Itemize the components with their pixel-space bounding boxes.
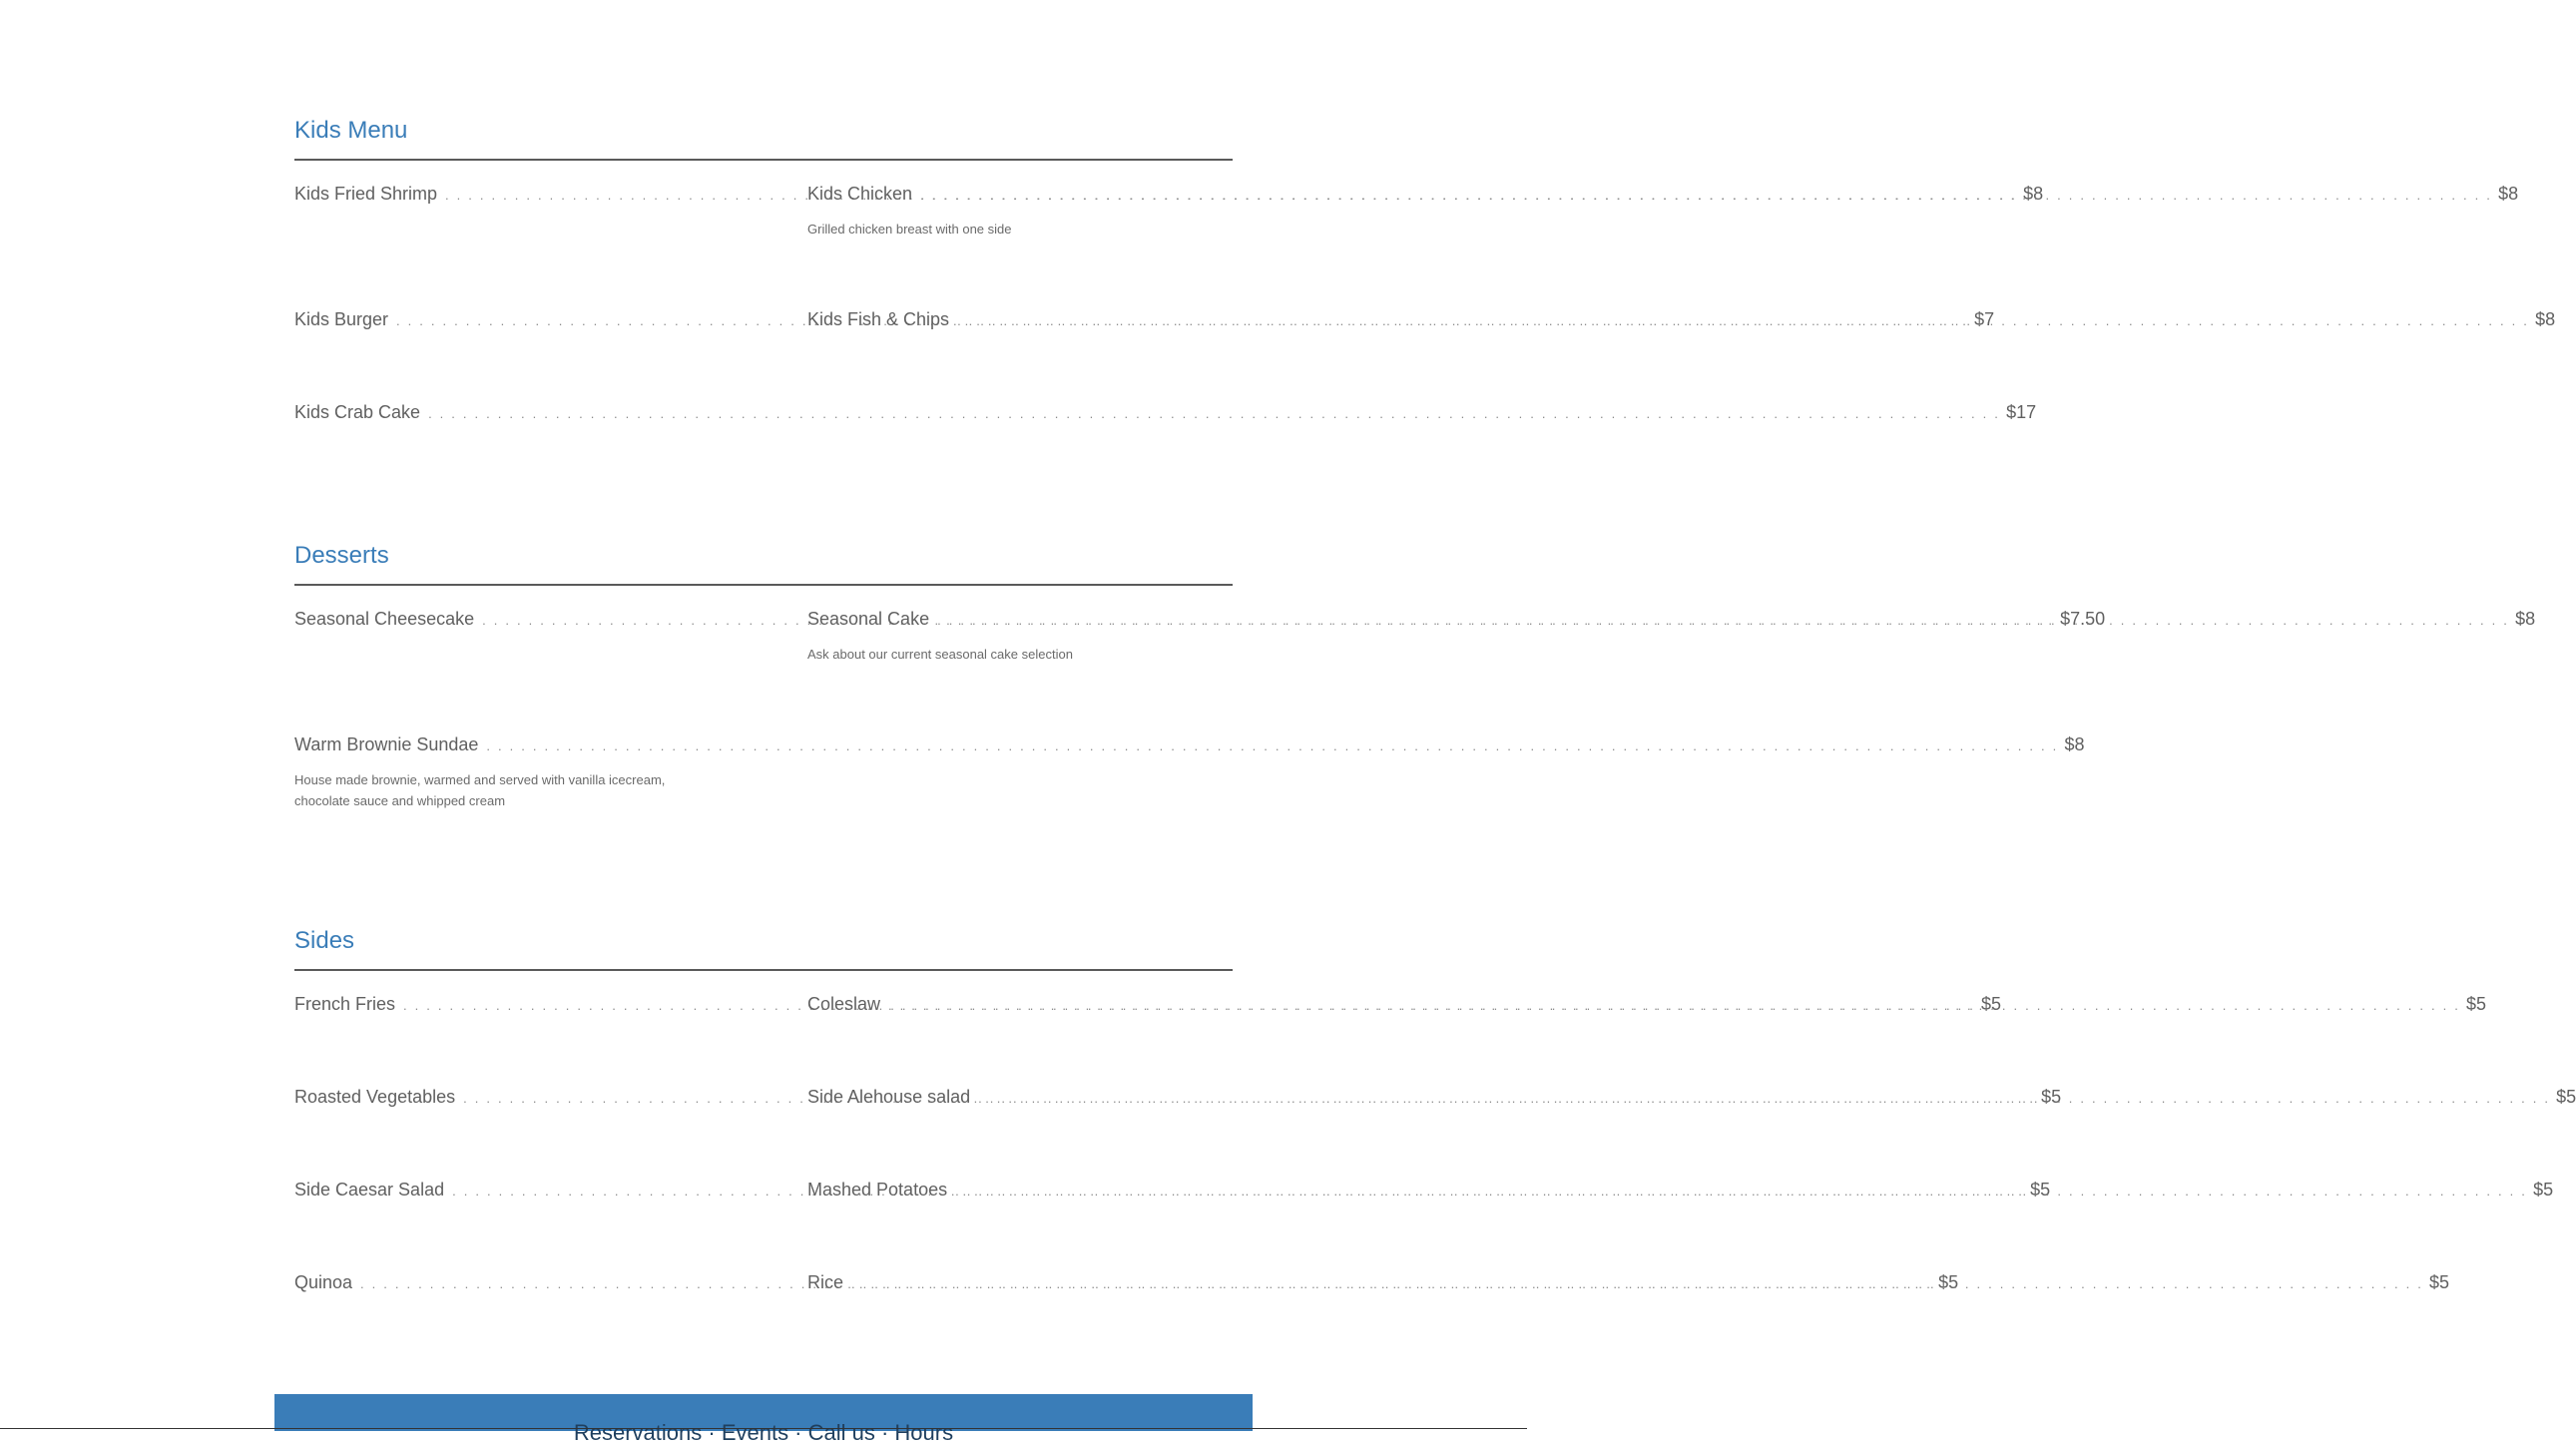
section-divider	[294, 969, 1233, 971]
item-name: Side Caesar Salad	[294, 1180, 445, 1200]
dot-leader	[978, 1087, 2550, 1111]
item-name: French Fries	[294, 994, 396, 1014]
item-name: Quinoa	[294, 1272, 353, 1292]
item-name: Mashed Potatoes	[807, 1180, 948, 1200]
page-bottom-border	[0, 1428, 1527, 1429]
section-divider	[294, 159, 1233, 161]
menu-item-side-alehouse-salad	[807, 1085, 2576, 1111]
item-name: Seasonal Cheesecake	[294, 609, 475, 629]
dot-leader	[888, 994, 2460, 1018]
item-price: $5	[2556, 1087, 2576, 1107]
item-description: Ask about our current seasonal cake selection	[807, 647, 1073, 662]
item-price: $5	[2030, 1180, 2051, 1200]
item-name: Rice	[807, 1272, 844, 1292]
item-name: Side Alehouse salad	[807, 1087, 971, 1107]
item-price: $5	[1938, 1272, 1959, 1292]
item-name: Kids Crab Cake	[294, 402, 421, 422]
dot-leader	[428, 402, 2000, 426]
item-name: Kids Chicken	[807, 184, 913, 204]
item-price: $8	[2064, 734, 2085, 754]
item-price: $8	[2535, 309, 2556, 329]
dot-leader	[955, 1180, 2527, 1204]
menu-item-kids-crab-cake	[294, 400, 2037, 426]
item-description: Grilled chicken breast with one side	[807, 222, 1012, 237]
footer-text: Reservations · Events · Call us · Hours	[573, 1420, 954, 1445]
item-price: $8	[2023, 184, 2044, 204]
dot-leader	[486, 734, 2058, 758]
dot-leader	[851, 1272, 2423, 1296]
dot-leader	[937, 609, 2509, 633]
item-price: $7.50	[2060, 609, 2106, 629]
item-description: House made brownie, warmed and served with vanilla icecream, chocolate sauce and whipped cream	[294, 772, 666, 808]
item-name: Roasted Vegetables	[294, 1087, 456, 1107]
dot-leader	[957, 309, 2529, 333]
dot-leader	[920, 184, 2492, 208]
item-name: Kids Burger	[294, 309, 389, 329]
item-name: Warm Brownie Sundae	[294, 734, 479, 754]
item-name: Seasonal Cake	[807, 609, 930, 629]
item-price: $17	[2006, 402, 2037, 422]
section-title: Desserts	[294, 542, 389, 569]
menu-item-coleslaw	[807, 992, 2487, 1018]
item-price: $5	[2041, 1087, 2062, 1107]
item-name: Kids Fish & Chips	[807, 309, 950, 329]
item-price: $5	[2429, 1272, 2450, 1292]
menu-item-kids-fish-chips	[807, 307, 2556, 333]
item-price: $7	[1974, 309, 1995, 329]
menu-item-rice	[807, 1270, 2450, 1296]
item-price: $8	[2498, 184, 2519, 204]
item-price: $5	[2533, 1180, 2554, 1200]
item-name: Kids Fried Shrimp	[294, 184, 438, 204]
item-price: $5	[2466, 994, 2487, 1014]
section-title: Sides	[294, 927, 355, 954]
item-price: $5	[1981, 994, 2002, 1014]
footer-banner	[274, 1394, 1253, 1445]
menu-item-warm-brownie-sundae	[294, 732, 2085, 811]
menu-item-kids-chicken	[807, 182, 2519, 240]
menu-item-mashed-potatoes	[807, 1178, 2554, 1204]
section-divider	[294, 584, 1233, 586]
section-title: Kids Menu	[294, 117, 408, 144]
item-price: $8	[2515, 609, 2536, 629]
item-name: Coleslaw	[807, 994, 881, 1014]
